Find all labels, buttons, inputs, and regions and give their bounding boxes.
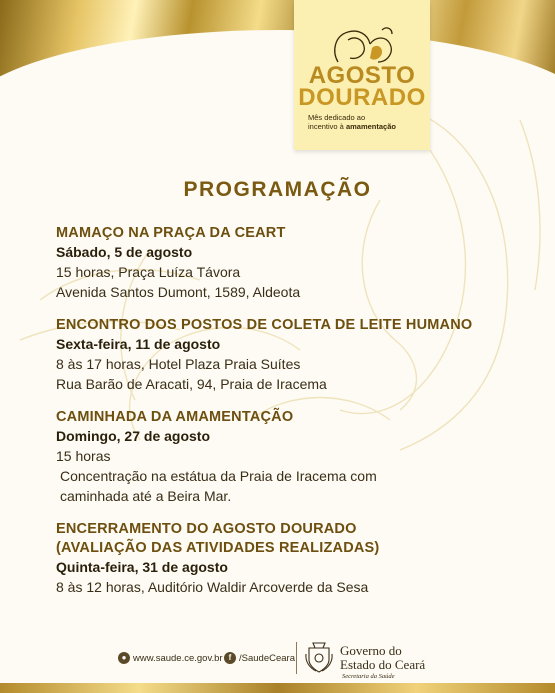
event-item — [56, 224, 526, 302]
event-date: Sexta-feira, 11 de agosto — [56, 336, 221, 352]
event-name: ENCONTRO DOS POSTOS DE COLETA DE LEITE HUMANO — [56, 317, 473, 333]
agosto-dourado-logo — [294, 0, 430, 150]
government-line1: Governo do — [340, 643, 402, 658]
coat-of-arms-icon — [304, 640, 334, 674]
government-line2: Estado do Ceará — [340, 657, 426, 672]
event-detail: 8 às 17 horas, Hotel Plaza Praia Suítes — [56, 356, 301, 372]
event-item — [56, 520, 526, 597]
event-detail: caminhada até a Beira Mar. — [60, 488, 232, 504]
event-detail: 8 às 12 horas, Auditório Waldir Arcoverde da Sesa — [56, 579, 369, 595]
globe-icon: ● — [118, 652, 130, 664]
logo-subtitle-bold: amamentação — [345, 122, 396, 131]
facebook-link[interactable]: /SaudeCeara — [239, 653, 295, 664]
logo-subtitle-line2 — [308, 122, 428, 131]
page-title: PROGRAMAÇÃO — [183, 178, 372, 201]
event-item — [56, 316, 526, 394]
event-item — [56, 408, 526, 506]
event-detail: Rua Barão de Aracati, 94, Praia de Iracema — [56, 376, 327, 392]
footer-divider — [296, 642, 297, 674]
event-detail: Concentração na estátua da Praia de Iracema com — [60, 468, 377, 484]
event-name: CAMINHADA DA AMAMENTAÇÃO — [56, 409, 294, 425]
footer — [0, 636, 555, 680]
event-detail: 15 horas — [56, 448, 111, 464]
logo-subtitle-prefix: incentivo à — [308, 122, 346, 131]
event-date: Sábado, 5 de agosto — [56, 244, 193, 260]
government-name — [340, 644, 425, 672]
logo-subtitle-line1: Mês dedicado ao — [308, 113, 366, 122]
event-list — [56, 224, 526, 611]
event-date: Quinta-feira, 31 de agosto — [56, 559, 228, 575]
logo-word-agosto: AGOSTO — [308, 62, 416, 89]
government-secretariat: Secretaria da Saúde — [342, 673, 395, 680]
event-detail: 15 horas, Praça Luíza Távora — [56, 264, 241, 280]
gold-foil-footer — [0, 683, 555, 693]
logo-word-dourado: DOURADO — [298, 84, 426, 111]
event-name: ENCERRAMENTO DO AGOSTO DOURADO — [56, 521, 357, 537]
facebook-icon: f — [224, 652, 236, 664]
event-date: Domingo, 27 de agosto — [56, 428, 211, 444]
website-link[interactable]: www.saude.ce.gov.br — [133, 653, 223, 664]
event-name: MAMAÇO NA PRAÇA DA CEART — [56, 225, 286, 241]
logo-subtitle — [308, 113, 428, 131]
event-detail: Avenida Santos Dumont, 1589, Aldeota — [56, 284, 301, 300]
event-name-continued: (AVALIAÇÃO DAS ATIVIDADES REALIZADAS) — [56, 540, 380, 556]
